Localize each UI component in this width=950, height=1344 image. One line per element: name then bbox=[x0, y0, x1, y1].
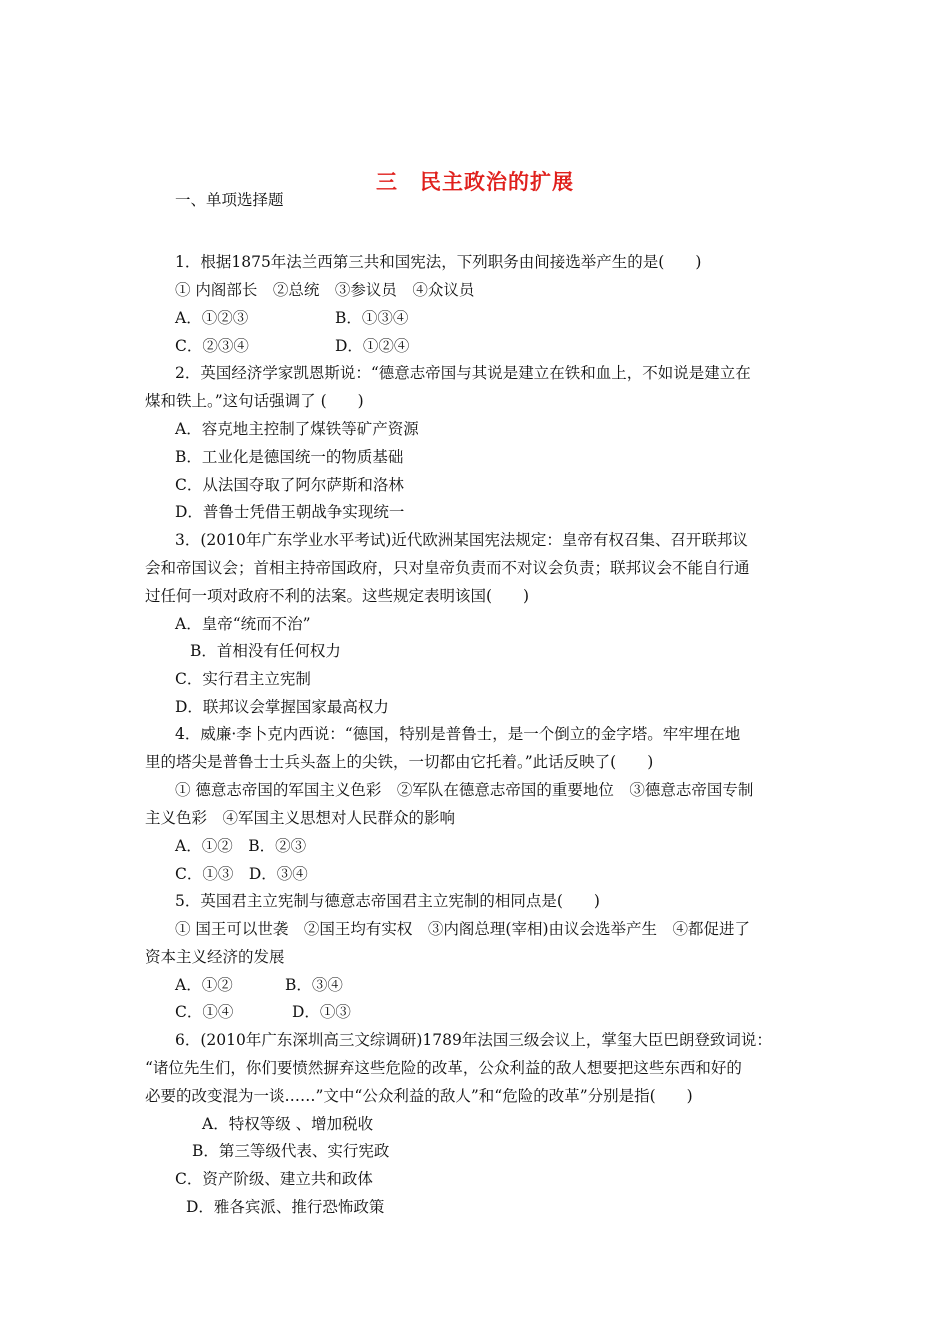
q3-option-c: C．实行君主立宪制 bbox=[175, 670, 311, 688]
q6-stem-line2: “诸位先生们，你们要愤然摒弃这些危险的改革，公众利益的敌人想要把这些东西和好的 bbox=[145, 1059, 742, 1077]
q4-stem-line2: 里的塔尖是普鲁士士兵头盔上的尖铁，一切都由它托着。”此话反映了( ) bbox=[145, 753, 654, 771]
q2-option-a: A．容克地主控制了煤铁等矿产资源 bbox=[175, 420, 419, 438]
q5-items-line1: ① 国王可以世袭 ②国王均有实权 ③内阁总理(宰相)由议会选举产生 ④都促进了 bbox=[175, 920, 751, 938]
q5-items-line2: 资本主义经济的发展 bbox=[145, 948, 285, 966]
section-heading: 一、单项选择题 bbox=[175, 191, 284, 209]
q3-stem-line1: 3．(2010年广东学业水平考试)近代欧洲某国宪法规定：皇帝有权召集、召开联邦议 bbox=[175, 531, 748, 549]
q4-options-ab: A．①② B．②③ bbox=[175, 837, 307, 855]
q4-items-line2: 主义色彩 ④军国主义思想对人民群众的影响 bbox=[145, 809, 456, 827]
q1-option-c: C．②③④ bbox=[175, 337, 249, 355]
q1-option-a: A．①②③ bbox=[175, 309, 249, 327]
q3-option-d: D．联邦议会掌握国家最高权力 bbox=[175, 698, 389, 716]
q1-items: ① 内阁部长 ②总统 ③参议员 ④众议员 bbox=[175, 281, 475, 299]
q5-option-a: A．①② bbox=[175, 976, 233, 994]
q6-option-d: D．雅各宾派、推行恐怖政策 bbox=[186, 1198, 385, 1216]
q1-option-d: D．①②④ bbox=[335, 337, 410, 355]
q3-option-a: A．皇帝“统而不治” bbox=[175, 615, 311, 633]
q6-option-c: C．资产阶级、建立共和政体 bbox=[175, 1170, 373, 1188]
q2-stem-line1: 2．英国经济学家凯恩斯说：“德意志帝国与其说是建立在铁和血上，不如说是建立在 bbox=[175, 364, 751, 382]
q5-option-d: D．①③ bbox=[292, 1003, 351, 1021]
q5-option-b: B．③④ bbox=[285, 976, 343, 994]
q3-option-b: B．首相没有任何权力 bbox=[190, 642, 341, 660]
q5-stem: 5．英国君主立宪制与德意志帝国君主立宪制的相同点是( ) bbox=[175, 892, 600, 910]
q2-option-d: D．普鲁士凭借王朝战争实现统一 bbox=[175, 503, 405, 521]
q5-option-c: C．①④ bbox=[175, 1003, 234, 1021]
q4-items-line1: ① 德意志帝国的军国主义色彩 ②军队在德意志帝国的重要地位 ③德意志帝国专制 bbox=[175, 781, 754, 799]
q2-option-b: B．工业化是德国统一的物质基础 bbox=[175, 448, 404, 466]
page-title: 三 民主政治的扩展 bbox=[376, 169, 574, 194]
q6-stem-line3: 必要的改变混为一谈……”文中“公众利益的敌人”和“危险的改革”分别是指( ) bbox=[145, 1087, 693, 1105]
q2-stem-line2: 煤和铁上。”这句话强调了 ( ) bbox=[145, 392, 364, 410]
q1-option-b: B．①③④ bbox=[335, 309, 409, 327]
q2-option-c: C．从法国夺取了阿尔萨斯和洛林 bbox=[175, 476, 404, 494]
q3-stem-line3: 过任何一项对政府不利的法案。这些规定表明该国( ) bbox=[145, 587, 530, 605]
q3-stem-line2: 会和帝国议会；首相主持帝国政府，只对皇帝负责而不对议会负责；联邦议会不能自行通 bbox=[145, 559, 750, 577]
q6-option-a: A．特权等级 、增加税收 bbox=[202, 1115, 374, 1133]
q6-option-b: B．第三等级代表、实行宪政 bbox=[192, 1142, 390, 1160]
q1-stem: 1．根据1875年法兰西第三共和国宪法，下列职务由间接选举产生的是( ) bbox=[175, 253, 702, 271]
q4-stem-line1: 4．威廉·李卜克内西说：“德国，特别是普鲁士，是一个倒立的金字塔。牢牢埋在地 bbox=[175, 725, 741, 743]
q4-options-cd: C．①③ D．③④ bbox=[175, 865, 308, 883]
q6-stem-line1: 6．(2010年广东深圳高三文综调研)1789年法国三级会议上，掌玺大臣巴朗登致词说： bbox=[175, 1031, 772, 1049]
